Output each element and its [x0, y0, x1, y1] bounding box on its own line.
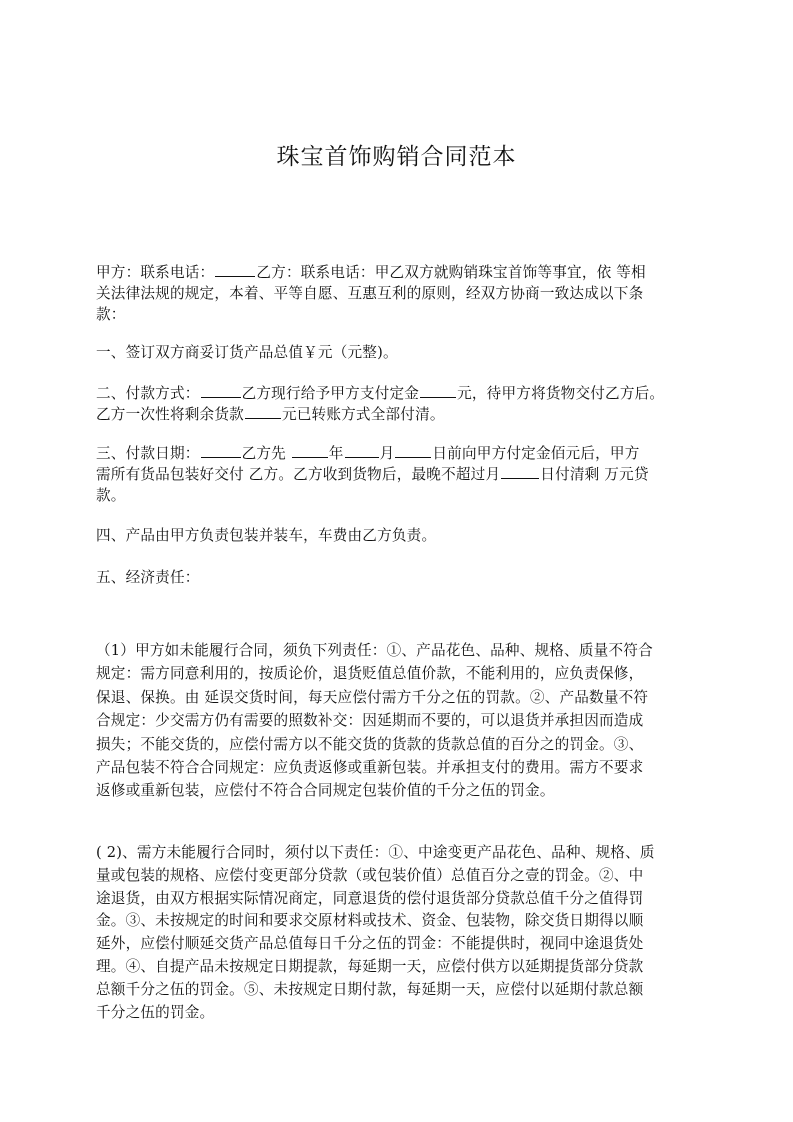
clause-1: [96, 342, 718, 363]
clause-4: [96, 525, 718, 546]
parties-line-1: 甲方：联系电话： 乙方：联系电话：甲乙双方就购销珠宝首饰等事宜，依 等相: [96, 264, 646, 281]
parties-paragraph: [96, 262, 718, 326]
clause-4-text: 四、产品由甲方负责包装并装车，车费由乙方负责。: [96, 527, 437, 544]
clause-2-line-2: 乙方一次性将剩余货款 元已转账方式全部付清。: [96, 406, 445, 424]
blank-field: [395, 443, 431, 458]
document-title: 珠宝首饰购销合同范本: [276, 144, 517, 170]
blank-field: [201, 383, 241, 398]
blank-field: [292, 443, 328, 458]
blank-field: [420, 383, 456, 398]
blank-field: [201, 443, 241, 458]
clause-3-line-3: 款。: [96, 487, 126, 505]
blank-field: [245, 404, 281, 419]
clause-5-item-1: （1）甲方如未能履行合同，须负下列责任：①、产品花色、品种、规格、质量不符合 规定：需方同意利用的，按质论价，退货贬值总值价款，不能利用的，应负责保修， 保退、保换。由 延误交货时间，每天应偿付需方千分之伍的罚款。②、产品数量不符 合规定：少交需方仍有需要的照数补交：因延期而不要的，可以退货并承担因而造成 损失；不能交货的，应偿付需方以不能交货的货款的货款总值的百分之的罚金。③、 产品包装不符合合同规定：应负责返修或重新包装。并承担支付的费用。需方不要求 返修或重新包装，应偿付不符合合同规定包装价值的千分之伍的罚金。: [96, 642, 653, 800]
clause-2-line-1: 二、付款方式： 乙方现行给予甲方支付定金 元，待甲方将货物交付乙方后。: [96, 385, 665, 402]
clause-5-heading: 五、经济责任：: [96, 569, 200, 586]
clause-3: [96, 443, 718, 507]
clause-3-line-2: 需所有货品包装好交付 乙方。乙方收到货物后，最晚不超过月 日付清剩 万元贷: [96, 466, 649, 484]
clause-2: [96, 383, 718, 425]
blank-field: [501, 464, 539, 479]
blank-field: [345, 443, 379, 458]
clause-1-text: 一、签订双方商妥订货产品总值￥元（元整)。: [96, 344, 398, 361]
parties-line-3: 款：: [96, 306, 126, 324]
parties-line-2: 关法律法规的规定，本着、平等自愿、互惠互利的原则，经双方协商一致达成以下条: [96, 285, 644, 303]
clause-3-line-1: 三、付款日期： 乙方先 年 月 日前向甲方付定金佰元后，甲方: [96, 445, 640, 462]
blank-field: [215, 262, 255, 277]
clause-5-item-2: ( 2)、需方未能履行合同时，须付以下责任：①、中途变更产品花色、品种、规格、质 量或包装的规格、应偿付变更部分贷款（或包装价值）总值百分之壹的罚金。②、中 途退货，由双方根据实际情况商定，同意退货的偿付退货部分贷款总值千分之值得罚 金。③、未按规定的时间和要求交原材料或技术、资金、包装物，除交货日期得以顺 延外，应偿付顺延交货产品总值每日千分之伍的罚金：不能提供时，视同中途退货处 理。④、自提产品未按规定日期提款，每延期一天，应偿付供方以延期提货部分贷款 总额千分之伍的罚金。⑤、未按规定日期付款，每延期一天，应偿付以延期付款总额 千分之伍的罚金。: [96, 844, 655, 1021]
